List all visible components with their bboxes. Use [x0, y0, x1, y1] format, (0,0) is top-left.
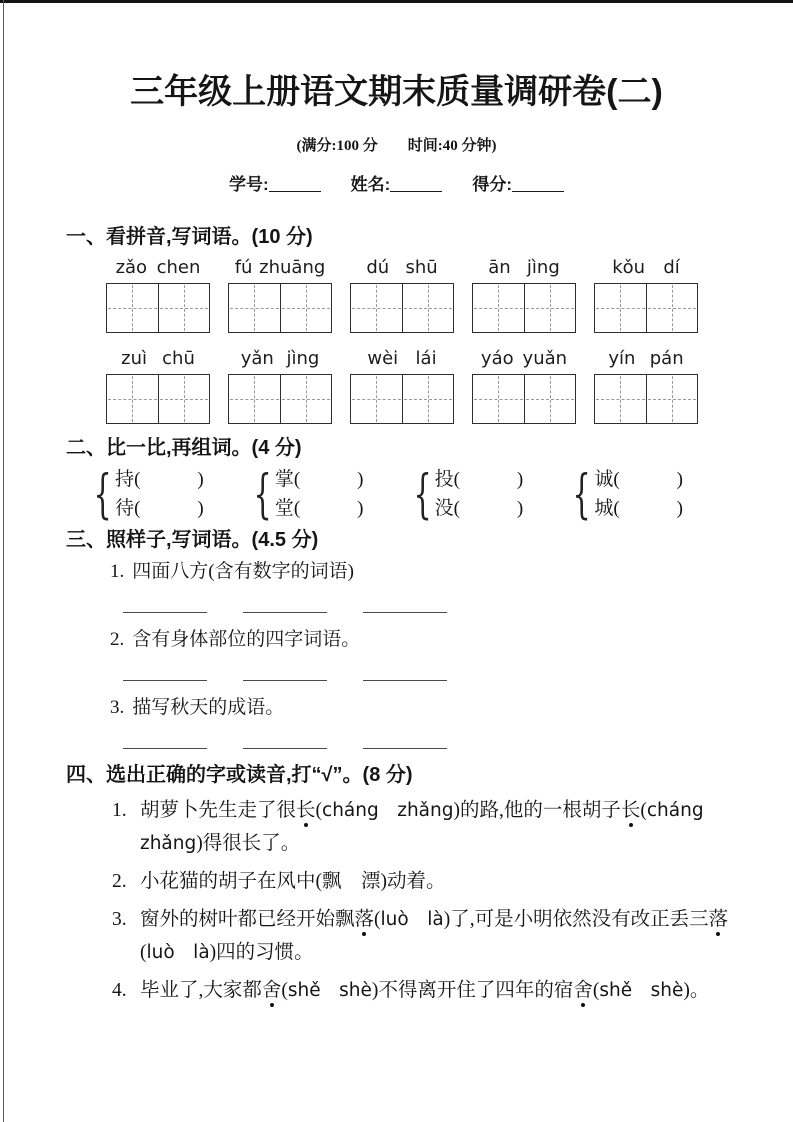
sentence-text: )得很长了。	[196, 833, 301, 854]
emphasized-character: 长	[296, 800, 316, 821]
student-field	[351, 175, 443, 194]
sentence-text: 毕业了,大家都	[140, 980, 262, 1001]
pinyin-syllable: yǎn	[240, 348, 274, 369]
pinyin-row	[106, 256, 793, 333]
pinyin-label	[472, 347, 576, 370]
student-field-blank	[390, 178, 442, 192]
brace-glyph: {	[93, 464, 112, 525]
pinyin-label	[350, 347, 454, 370]
example-word-item	[110, 559, 793, 613]
writing-cell	[524, 284, 576, 332]
answer-blank-line	[243, 679, 327, 681]
pinyin-choices: luò là	[146, 942, 210, 963]
emphasized-character: 落	[708, 909, 729, 930]
item-number: 1.	[112, 800, 127, 821]
writing-box	[350, 283, 454, 333]
word-pair-column	[435, 467, 524, 522]
exam-score-time-meta: (满分:100 分 时间:40 分钟)	[296, 138, 497, 154]
writing-cell	[351, 375, 402, 423]
example-word-item	[110, 695, 793, 749]
answer-blank-row	[123, 679, 793, 681]
sentence-text: )。	[683, 980, 710, 1001]
word-pair-line: 持( )	[115, 469, 204, 490]
pronunciation-choice-item	[112, 865, 729, 898]
write-words-items	[0, 559, 793, 749]
word-pair-column	[275, 467, 364, 522]
answer-blank-line	[243, 611, 327, 613]
example-word-item	[110, 627, 793, 681]
page-title: 三年级上册语文期末质量调研卷(二)	[130, 73, 663, 111]
writing-cell	[402, 375, 454, 423]
pinyin-word-group	[594, 347, 698, 424]
writing-cell	[229, 375, 280, 423]
pinyin-label	[228, 256, 332, 279]
pinyin-choices: luò là	[380, 909, 444, 930]
student-field-blank	[512, 178, 564, 192]
word-pair-group	[565, 464, 683, 525]
sentence-text: )四的习惯。	[209, 942, 314, 963]
pinyin-word-group	[350, 347, 454, 424]
compare-words-row	[86, 464, 793, 525]
word-pair-line: 没( )	[434, 498, 524, 519]
pronunciation-choice-item	[112, 794, 729, 860]
pinyin-syllable: shū	[405, 257, 438, 278]
writing-box	[594, 374, 698, 424]
pinyin-syllable: yáo	[480, 348, 514, 369]
writing-cell	[158, 284, 210, 332]
writing-box	[106, 283, 210, 333]
sentence-text: (	[281, 980, 288, 1001]
emphasized-character: 舍	[261, 980, 282, 1001]
sentence-text: )不得离开住了四年的宿	[371, 980, 574, 1001]
pinyin-syllable: dú	[366, 257, 390, 278]
writing-cell	[229, 284, 280, 332]
item-number: 1.	[110, 561, 125, 582]
student-field-label: 得分:	[472, 175, 512, 194]
item-sentence	[140, 794, 729, 860]
pinyin-word-group	[106, 256, 210, 333]
answer-blank-row	[123, 611, 793, 613]
writing-cell	[646, 375, 698, 423]
writing-box	[594, 283, 698, 333]
item-number: 3.	[110, 697, 125, 718]
answer-blank-row	[123, 747, 793, 749]
item-number: 4.	[112, 980, 127, 1001]
sentence-text: 胡萝卜先生走了很	[140, 800, 297, 821]
word-pair-line: 掌( )	[274, 469, 364, 490]
pinyin-choices: cháng zhǎng	[322, 800, 454, 821]
pinyin-word-group	[350, 256, 454, 333]
writing-box	[472, 374, 576, 424]
writing-cell	[107, 284, 158, 332]
student-field-blank	[269, 178, 321, 192]
page-top-edge	[0, 0, 793, 3]
pronunciation-choice-item	[112, 974, 729, 1007]
pinyin-row	[106, 347, 793, 424]
answer-blank-line	[123, 747, 207, 749]
writing-cell	[280, 284, 332, 332]
item-number: 3.	[112, 909, 127, 930]
pinyin-syllable: lái	[415, 348, 437, 369]
answer-blank-line	[363, 747, 447, 749]
pinyin-choices: shě shè	[287, 980, 372, 1001]
sentence-text: (	[640, 800, 647, 821]
writing-cell	[280, 375, 332, 423]
emphasized-character: 舍	[573, 980, 593, 1001]
item-number: 2.	[112, 871, 127, 892]
item-sentence	[140, 903, 729, 969]
word-pair-line: 堂( )	[274, 498, 364, 519]
pinyin-word-group	[228, 256, 332, 333]
emphasized-character: 长	[620, 800, 641, 821]
brace-glyph: {	[253, 464, 272, 525]
brace-glyph: {	[412, 464, 432, 525]
item-sentence	[140, 865, 729, 898]
pinyin-syllable: dí	[663, 257, 680, 278]
pinyin-label	[228, 347, 332, 370]
sentence-text: (	[315, 800, 323, 821]
section-4-heading: 四、选出正确的字或读音,打“√”。(8 分)	[66, 764, 413, 786]
student-field	[472, 175, 564, 194]
writing-cell	[473, 375, 524, 423]
writing-box	[106, 374, 210, 424]
answer-blank-line	[123, 611, 207, 613]
writing-box	[228, 374, 332, 424]
pinyin-label	[594, 256, 698, 279]
word-pair-group	[406, 464, 524, 525]
word-pair-line: 投( )	[434, 469, 524, 490]
pinyin-word-group	[228, 347, 332, 424]
sentence-text: )了,可是小明依然没有改正丢三	[443, 909, 709, 930]
pinyin-syllable: zuì	[121, 348, 147, 369]
word-pair-line: 城( )	[594, 498, 683, 519]
emphasized-character: 落	[354, 909, 375, 930]
word-pair-column	[594, 467, 683, 522]
writing-cell	[595, 375, 646, 423]
writing-box	[350, 374, 454, 424]
sentence-text: )的路,他的一根胡子	[453, 800, 621, 821]
pinyin-writing-grid	[0, 256, 793, 424]
pinyin-word-group	[472, 256, 576, 333]
pinyin-syllable: pán	[649, 348, 684, 369]
section-3-heading: 三、照样子,写词语。(4.5 分)	[66, 529, 319, 551]
pinyin-syllable: chen	[156, 257, 201, 278]
pinyin-label	[594, 347, 698, 370]
pinyin-label	[106, 347, 210, 370]
answer-blank-line	[243, 747, 327, 749]
section-1-heading: 一、看拼音,写词语。(10 分)	[66, 226, 313, 248]
student-field	[229, 175, 321, 194]
pinyin-syllable: fú	[234, 257, 253, 278]
pinyin-syllable: yuǎn	[522, 348, 568, 369]
writing-box	[472, 283, 576, 333]
pinyin-choices: cháng zhǎng	[140, 800, 723, 854]
student-field-label: 姓名:	[350, 175, 391, 194]
sentence-text: (	[374, 909, 381, 930]
student-field-label: 学号:	[228, 175, 269, 194]
writing-box	[228, 283, 332, 333]
writing-cell	[646, 284, 698, 332]
pinyin-label	[106, 256, 210, 279]
word-pair-line: 待( )	[115, 498, 204, 519]
pinyin-word-group	[106, 347, 210, 424]
pinyin-choices: shě shè	[599, 980, 684, 1001]
item-number: 2.	[110, 629, 125, 650]
writing-cell	[351, 284, 402, 332]
answer-blank-line	[363, 679, 447, 681]
brace-glyph: {	[572, 464, 591, 525]
pinyin-label	[350, 256, 454, 279]
word-pair-line: 诚( )	[594, 469, 683, 490]
sentence-text: (	[592, 980, 600, 1001]
pinyin-syllable: chū	[162, 348, 195, 369]
student-info-line	[0, 170, 793, 195]
writing-cell	[158, 375, 210, 423]
pinyin-syllable: jìng	[526, 257, 560, 278]
pinyin-syllable: zhuāng	[259, 257, 326, 278]
pronunciation-choice-item	[112, 903, 729, 969]
writing-cell	[595, 284, 646, 332]
section-2-heading: 二、比一比,再组词。(4 分)	[66, 437, 302, 459]
answer-blank-line	[363, 611, 447, 613]
sentence-text: 窗外的树叶都已经开始飘	[140, 909, 355, 930]
word-pair-column	[115, 467, 204, 522]
word-pair-group	[246, 464, 364, 525]
pinyin-syllable: yín	[608, 348, 636, 369]
item-text: 含有身体部位的四字词语。	[132, 629, 361, 650]
pinyin-syllable: zǎo	[115, 257, 148, 278]
item-text: 四面八方(含有数字的词语)	[132, 561, 354, 582]
pinyin-label	[472, 256, 576, 279]
pinyin-syllable: kǒu	[612, 257, 646, 278]
answer-blank-line	[123, 679, 207, 681]
sentence-text: (	[140, 942, 147, 963]
pinyin-syllable: jìng	[286, 348, 320, 369]
pinyin-word-group	[594, 256, 698, 333]
writing-cell	[524, 375, 576, 423]
item-text: 描写秋天的成语。	[132, 697, 285, 718]
pinyin-syllable: wèi	[367, 348, 399, 369]
page-left-edge	[3, 0, 4, 1122]
choose-pronunciation-items	[0, 794, 793, 1007]
pinyin-syllable: ān	[488, 257, 511, 278]
pinyin-word-group	[472, 347, 576, 424]
writing-cell	[402, 284, 454, 332]
word-pair-group	[86, 464, 204, 525]
item-sentence	[140, 974, 729, 1007]
writing-cell	[473, 284, 524, 332]
sentence-text: 小花猫的胡子在风中(飘 漂)动着。	[140, 871, 446, 892]
writing-cell	[107, 375, 158, 423]
